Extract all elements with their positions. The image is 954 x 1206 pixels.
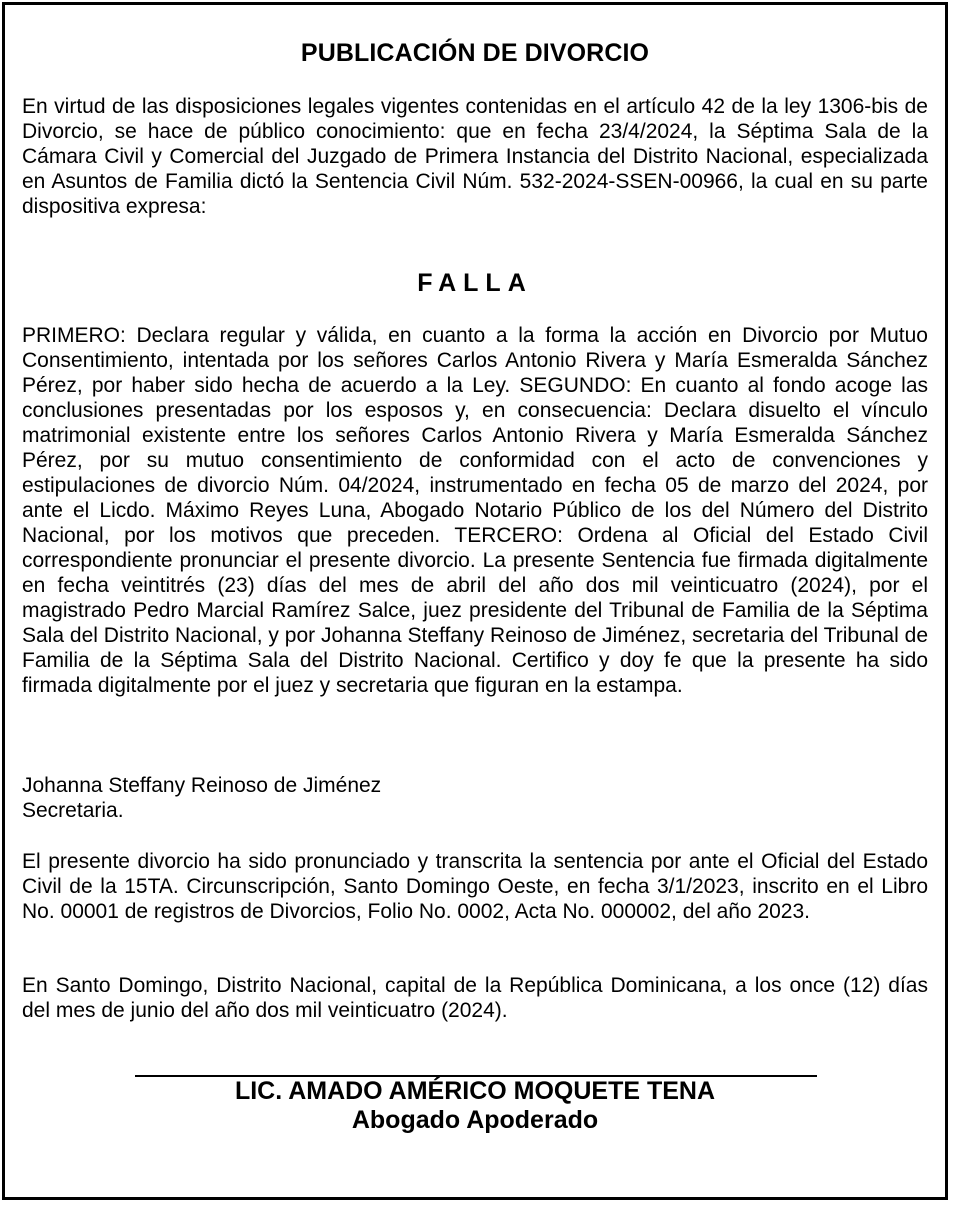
lawyer-role: Abogado Apoderado [351,1106,599,1134]
notice-title: PUBLICACIÓN DE DIVORCIO [300,39,650,67]
secretary-role: Secretaria. [22,799,124,822]
dispositivo-paragraph: PRIMERO: Declara regular y válida, en cuanto a la forma la acción en Divorcio por Mutuo Consentimiento, intentada por los señores Carlos Antonio Rivera y María Esmeralda Sánchez Pérez, por haber sido hecha de acuerdo a la Ley. SEGUNDO: En cuanto al fondo acoge las conclusiones presentadas por los esposos y, en consecuencia: Declara disuelto el vínculo matrimonial existente entre los señores Carlos Antonio Rivera y María Esmeralda Sánchez Pérez, por su mutuo consentimiento de conformidad con el acto de convenciones y estipulaciones de divorcio Núm. 04/2024, instrumentado en fecha 05 de marzo del 2024, por ante el Licdo. Máximo Reyes Luna, Abogado Notario Público de los del Número del Distrito Nacional, por los motivos que preceden. TERCERO: Ordena al Oficial del Estado Civil correspondiente pronunciar el presente divorcio. La presente Sentencia fue firmada digitalmente en fecha veintitrés (23) días del mes de abril del año dos mil veinticuatro (2024), por el magistrado Pedro Marcial Ramírez Salce, juez presidente del Tribunal de Familia de la Séptima Sala del Distrito Nacional, y por Johanna Steffany Reinoso de Jiménez, secretaria del Tribunal de Familia de la Séptima Sala del Distrito Nacional. Certifico y doy fe que la presente ha sido firmada digitalmente por el juez y secretaria que figuran en la estampa. [22,324,928,697]
lawyer-name: LIC. AMADO AMÉRICO MOQUETE TENA [234,1077,716,1105]
intro-paragraph: En virtud de las disposiciones legales vigentes contenidas en el artículo 42 de la ley 1306-bis de Divorcio, se hace de público conocimiento: que en fecha 23/4/2024, la Séptima Sala de la Cámara Civil y Comercial del Juzgado de Primera Instancia del Distrito Nacional, especializada en Asuntos de Familia dictó la Sentencia Civil Núm. 532-2024-SSEN-00966, la cual en su parte dispositiva expresa: [22,95,928,218]
falla-heading: FALLA [417,269,533,297]
divorce-notice [2,2,948,1200]
registro-paragraph: El presente divorcio ha sido pronunciado y transcrita la sentencia por ante el Oficial del Estado Civil de la 15TA. Circunscripción, Santo Domingo Oeste, en fecha 3/1/2023, inscrito en el Libro No. 00001 de registros de Divorcios, Folio No. 0002, Acta No. 000002, del año 2023. [22,850,928,923]
secretary-name: Johanna Steffany Reinoso de Jiménez [22,774,382,797]
place-date-paragraph: En Santo Domingo, Distrito Nacional, capital de la República Dominicana, a los once (12) días del mes de junio del año dos mil veinticuatro (2024). [22,974,928,1022]
